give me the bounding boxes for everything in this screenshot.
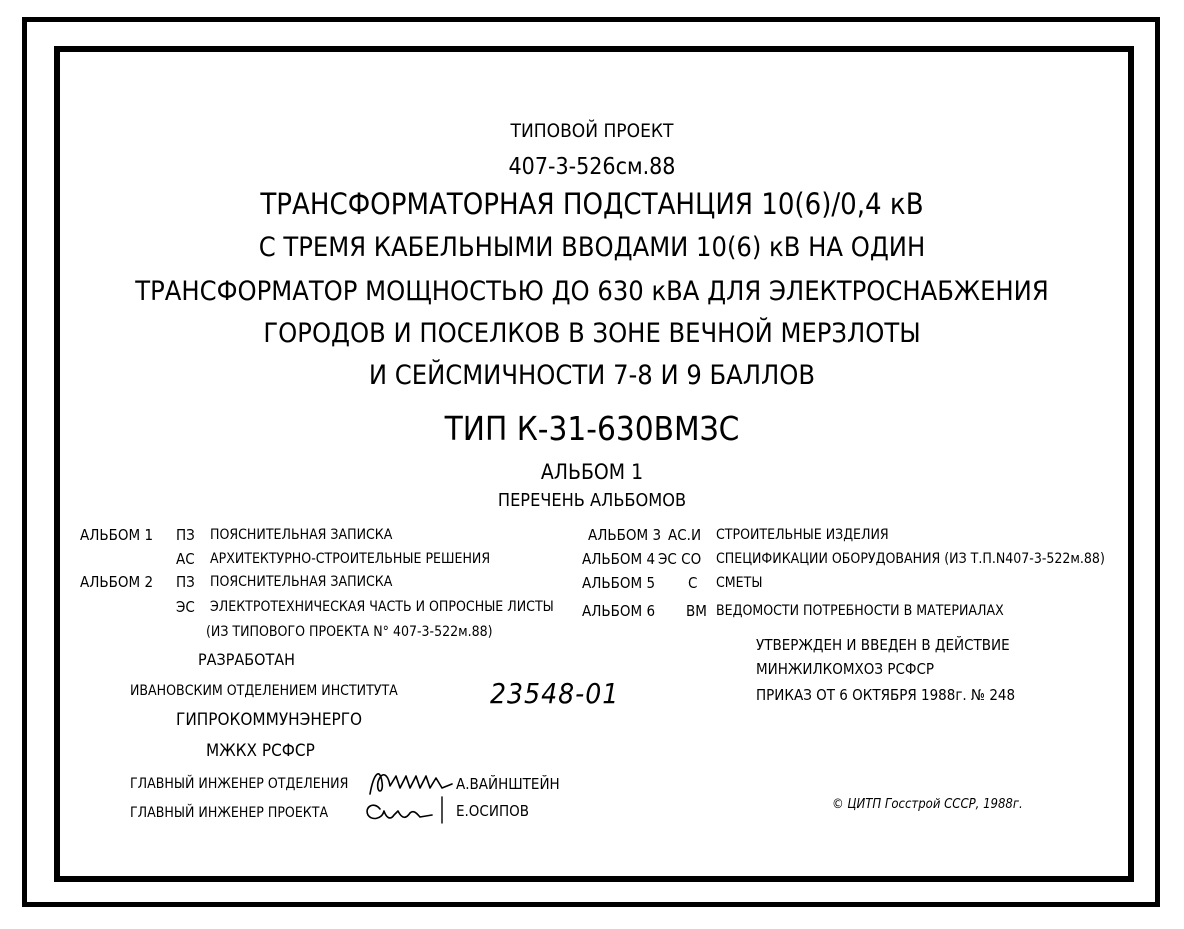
albums-list-title: ПЕРЕЧЕНЬ АЛЬБОМОВ	[497, 490, 687, 511]
developer-line-3: МЖКХ РСФСР	[206, 741, 315, 761]
album-right-2-text: СПЕЦИФИКАЦИИ ОБОРУДОВАНИЯ (ИЗ Т.П.N407-3-522м.88)	[716, 551, 1105, 567]
album-right-1-code: АС.И	[668, 526, 702, 544]
album-left-2-text: АРХИТЕКТУРНО-СТРОИТЕЛЬНЫЕ РЕШЕНИЯ	[210, 551, 491, 567]
album-right-1-name: АЛЬБОМ 3	[588, 526, 662, 544]
album-left-2-code: АС	[176, 550, 195, 568]
album-right-3-code: С	[688, 574, 698, 592]
album-right-3-name: АЛЬБОМ 5	[582, 574, 656, 592]
album-left-3-text: ПОЯСНИТЕЛЬНАЯ ЗАПИСКА	[210, 574, 393, 590]
album-left-4-text: ЭЛЕКТРОТЕХНИЧЕСКАЯ ЧАСТЬ И ОПРОСНЫЕ ЛИСТЫ	[210, 599, 554, 615]
title-line-2: С ТРЕМЯ КАБЕЛЬНЫМИ ВВОДАМИ 10(6) кВ НА ОДИН	[258, 232, 926, 263]
developer-label: РАЗРАБОТАН	[198, 650, 295, 669]
signature-name-2: Е.ОСИПОВ	[456, 802, 529, 820]
copyright-note: © ЦИТП Госстрой СССР, 1988г.	[832, 797, 1023, 812]
title-line-4: ГОРОДОВ И ПОСЕЛКОВ В ЗОНЕ ВЕЧНОЙ МЕРЗЛОТЫ	[263, 318, 921, 349]
developer-line-2: ГИПРОКОММУНЭНЕРГО	[176, 710, 363, 730]
album-right-3-text: СМЕТЫ	[716, 575, 763, 591]
album-left-5-text: (ИЗ ТИПОВОГО ПРОЕКТА N° 407-3-522м.88)	[206, 624, 493, 640]
album-right-4-text: ВЕДОМОСТИ ПОТРЕБНОСТИ В МАТЕРИАЛАХ	[716, 603, 1004, 619]
project-number: 407-3-526см.88	[508, 154, 676, 180]
signature-2-scribble	[358, 795, 454, 827]
signature-role-1: ГЛАВНЫЙ ИНЖЕНЕР ОТДЕЛЕНИЯ	[130, 776, 349, 792]
approval-line-2: МИНЖИЛКОМХОЗ РСФСР	[756, 660, 935, 678]
album-left-1-code: ПЗ	[176, 526, 195, 544]
album-right-2-name: АЛЬБОМ 4	[582, 550, 656, 568]
project-label: ТИПОВОЙ ПРОЕКТ	[510, 120, 674, 142]
album-left-3-code: ПЗ	[176, 573, 195, 591]
album-left-4-code: ЭС	[176, 598, 195, 616]
album-right-4-name: АЛЬБОМ 6	[582, 602, 656, 620]
developer-line-1: ИВАНОВСКИМ ОТДЕЛЕНИЕМ ИНСТИТУТА	[130, 683, 398, 699]
title-line-1: ТРАНСФОРМАТОРНАЯ ПОДСТАНЦИЯ 10(6)/0,4 кВ	[260, 187, 924, 221]
signature-name-1: А.ВАЙНШТЕЙН	[456, 775, 560, 793]
signature-role-2: ГЛАВНЫЙ ИНЖЕНЕР ПРОЕКТА	[130, 805, 329, 821]
album-number: АЛЬБОМ 1	[540, 460, 644, 484]
title-line-5: И СЕЙСМИЧНОСТИ 7-8 И 9 БАЛЛОВ	[368, 360, 816, 391]
album-left-1-name: АЛЬБОМ 1	[80, 526, 154, 544]
album-right-1-text: СТРОИТЕЛЬНЫЕ ИЗДЕЛИЯ	[716, 527, 889, 543]
album-left-3-name: АЛЬБОМ 2	[80, 573, 154, 591]
album-right-4-code: ВМ	[686, 602, 707, 620]
album-right-2-code: ЭС СО	[658, 550, 702, 568]
approval-line-3: ПРИКАЗ ОТ 6 ОКТЯБРЯ 1988г. № 248	[756, 686, 1016, 704]
album-left-1-text: ПОЯСНИТЕЛЬНАЯ ЗАПИСКА	[210, 527, 393, 543]
approval-line-1: УТВЕРЖДЕН И ВВЕДЕН В ДЕЙСТВИЕ	[756, 636, 1010, 654]
type-line: ТИП К-31-630ВМЗС	[444, 409, 740, 448]
stamp-number: 23548-01	[490, 677, 620, 710]
title-line-3: ТРАНСФОРМАТОР МОЩНОСТЬЮ ДО 630 кВА ДЛЯ ЭЛЕКТРОСНАБЖЕНИЯ	[135, 276, 1049, 307]
